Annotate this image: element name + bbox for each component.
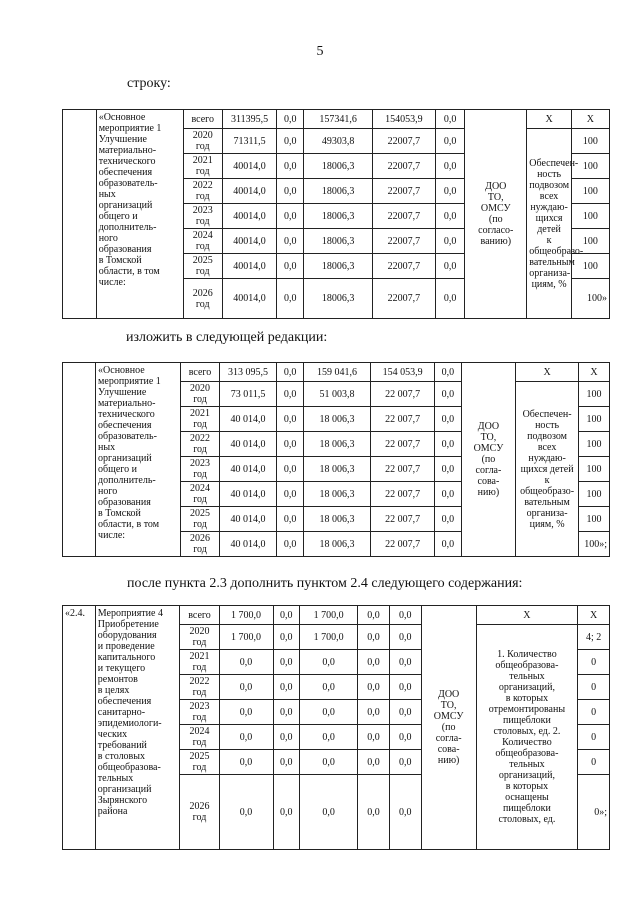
year-cell: 2020 год <box>181 382 219 407</box>
text-line: к <box>544 474 550 486</box>
text-line: «Основное <box>98 112 146 123</box>
text-line: циям, % <box>529 518 565 530</box>
target-indicator <box>527 129 584 319</box>
text-line: ОМСУ <box>433 711 464 722</box>
responsible-executor <box>421 606 476 850</box>
amount-regional: 49303,8 <box>304 129 373 154</box>
amount-other: 0,0 <box>435 204 464 229</box>
text-line: эпидемиологи- <box>97 718 162 729</box>
year-cell: 2024 год <box>181 482 219 507</box>
text-line: организа- <box>529 267 571 279</box>
amount-other: 0,0 <box>435 432 462 457</box>
amount-local: 0,0 <box>358 625 390 650</box>
text-line: общеобразова- <box>495 660 559 671</box>
amount-local: 22 007,7 <box>371 457 435 482</box>
text-line: ванию) <box>480 236 512 247</box>
amount-federal: 0,0 <box>277 407 304 432</box>
year-cell: 2022 год <box>183 179 222 204</box>
amount-regional: 1 700,0 <box>299 625 357 650</box>
text-line: пищеблоки <box>502 715 551 726</box>
amount-regional: 18006,3 <box>304 204 373 229</box>
amount-federal: 0,0 <box>273 725 299 750</box>
text-line: дополнитель- <box>98 222 157 233</box>
amount-federal: 0,0 <box>277 382 304 407</box>
text-line: 1. Количество <box>497 649 557 660</box>
amount-regional: 18006,3 <box>304 279 373 319</box>
text-line: пищеблоки <box>502 803 551 814</box>
value-cell: 100 <box>579 432 610 457</box>
text-line: всех <box>539 190 559 202</box>
value-cell: 0 <box>578 700 610 725</box>
text-line: согла- <box>475 465 502 476</box>
amount-local: 0,0 <box>358 725 390 750</box>
mid-text: изложить в следующей редакции: <box>126 330 328 345</box>
result-header-x: X <box>527 110 572 129</box>
text-line: обеспечения <box>98 167 153 178</box>
text-line: Количество <box>502 737 552 748</box>
amount-local: 0,0 <box>358 700 390 725</box>
text-line: ного <box>98 486 118 497</box>
amount-total: 40 014,0 <box>219 507 277 532</box>
amount-regional: 18006,3 <box>304 254 373 279</box>
amount-local: 22 007,7 <box>371 532 435 557</box>
text-line: тельных <box>509 671 545 682</box>
amount-federal: 0,0 <box>277 482 304 507</box>
text-line: общеобразова- <box>495 748 559 759</box>
amount-federal: 0,0 <box>277 432 304 457</box>
text-line: оснащены <box>505 792 549 803</box>
text-line: сова- <box>477 476 500 487</box>
text-line: (по <box>488 214 503 225</box>
year-cell: 2022 год <box>180 675 219 700</box>
amount-local: 22007,7 <box>372 204 435 229</box>
text-line: «Основное <box>98 365 145 376</box>
responsible-executor <box>465 110 527 319</box>
text-line: ного <box>98 233 118 244</box>
amount-federal: 0,0 <box>273 606 299 625</box>
text-line: ных <box>98 442 116 453</box>
text-line: района <box>97 806 128 817</box>
amount-total: 71311,5 <box>222 129 276 154</box>
year-cell: 2025 год <box>180 750 219 775</box>
text-line: организаций <box>98 453 152 464</box>
amount-other: 0,0 <box>389 606 421 625</box>
amount-federal: 0,0 <box>277 229 304 254</box>
text-line: вательным <box>524 496 570 508</box>
text-line: в которых <box>505 781 549 792</box>
value-cell: 0»; <box>578 775 610 850</box>
text-line: (по <box>441 722 456 733</box>
text-line: образователь- <box>98 431 157 442</box>
text-line: в столовых <box>97 751 145 762</box>
amount-total: 1 700,0 <box>219 606 273 625</box>
amount-regional: 18006,3 <box>304 154 373 179</box>
amount-total: 311395,5 <box>222 110 276 129</box>
text-line: числе: <box>98 277 126 288</box>
amount-federal: 0,0 <box>277 154 304 179</box>
year-cell: 2021 год <box>181 407 219 432</box>
value-cell: 100 <box>571 129 609 154</box>
text-line: ДОО <box>477 421 500 432</box>
amount-other: 0,0 <box>435 532 462 557</box>
item-number: «2.4. <box>63 606 96 850</box>
amount-local: 0,0 <box>358 650 390 675</box>
amount-total: 40014,0 <box>222 279 276 319</box>
year-cell: 2024 год <box>180 725 219 750</box>
amount-federal: 0,0 <box>273 700 299 725</box>
amount-other: 0,0 <box>435 279 464 319</box>
amount-federal: 0,0 <box>277 279 304 319</box>
text-line: области, в том <box>98 266 160 277</box>
text-line: ческих <box>97 729 128 740</box>
text-line: технического <box>98 409 155 420</box>
text-line: ДОО <box>485 181 507 192</box>
value-cell: X <box>571 110 609 129</box>
text-line: и текущего <box>97 663 146 674</box>
text-line: столовых, ед. 2. <box>493 726 561 737</box>
value-cell: 100 <box>571 179 609 204</box>
text-line: в которых <box>505 693 549 704</box>
measure-description <box>95 606 180 850</box>
year-cell: 2025 год <box>181 507 219 532</box>
text-line: мероприятие 1 <box>98 123 162 134</box>
amount-regional: 1 700,0 <box>299 606 357 625</box>
text-line: согласо- <box>478 225 514 236</box>
value-cell: 0 <box>578 650 610 675</box>
value-cell: 100»; <box>579 532 610 557</box>
text-line: капитального <box>97 652 156 663</box>
value-cell: 0 <box>578 725 610 750</box>
amount-other: 0,0 <box>435 507 462 532</box>
amount-regional: 18 006,3 <box>303 432 370 457</box>
table-new-wording <box>62 362 610 557</box>
value-cell: 0 <box>578 750 610 775</box>
amount-regional: 18 006,3 <box>303 482 370 507</box>
amount-other: 0,0 <box>389 775 421 850</box>
text-line: ОМСУ <box>473 443 504 454</box>
text-line: обеспечения <box>97 696 152 707</box>
year-cell: всего <box>181 363 219 382</box>
amount-regional: 18 006,3 <box>303 457 370 482</box>
amount-other: 0,0 <box>389 725 421 750</box>
amount-federal: 0,0 <box>277 179 304 204</box>
amount-local: 0,0 <box>358 675 390 700</box>
amount-regional: 18006,3 <box>304 229 373 254</box>
amount-other: 0,0 <box>435 482 462 507</box>
amount-regional: 157341,6 <box>304 110 373 129</box>
text-line: к <box>546 234 552 246</box>
text-line: общеобразо- <box>520 485 575 497</box>
text-line: в Томской <box>98 508 141 519</box>
text-line: требований <box>97 740 147 751</box>
text-line: нуждаю- <box>530 201 568 213</box>
text-line: щихся детей <box>520 463 574 475</box>
year-cell: 2020 год <box>183 129 222 154</box>
value-cell: 100 <box>579 457 610 482</box>
text-line: ремонтов <box>97 674 138 685</box>
amount-federal: 0,0 <box>277 110 304 129</box>
amount-regional: 0,0 <box>299 675 357 700</box>
text-line: щихся детей <box>535 212 563 235</box>
measure-description <box>96 363 181 557</box>
text-line: ТО, <box>480 432 497 443</box>
text-line: дополнитель- <box>98 475 156 486</box>
text-line: санитарно- <box>97 707 146 718</box>
value-cell: 100 <box>579 407 610 432</box>
amount-local: 0,0 <box>358 750 390 775</box>
amount-other: 0,0 <box>435 254 464 279</box>
amount-total: 0,0 <box>219 650 273 675</box>
text-line: образователь- <box>98 178 158 189</box>
amount-total: 0,0 <box>219 750 273 775</box>
value-cell: X <box>578 606 610 625</box>
text-line: (по <box>481 454 496 465</box>
amount-total: 0,0 <box>219 675 273 700</box>
text-line: Зырянского <box>97 795 148 806</box>
text-line: всех <box>537 441 557 453</box>
text-line: Обеспечен- <box>529 157 579 169</box>
table-num-cell <box>63 363 96 557</box>
text-line: образования <box>98 497 151 508</box>
amount-local: 22007,7 <box>372 279 435 319</box>
amount-total: 40014,0 <box>222 179 276 204</box>
text-line: общего и <box>98 211 138 222</box>
year-cell: 2021 год <box>180 650 219 675</box>
amount-other: 0,0 <box>389 700 421 725</box>
amount-total: 313 095,5 <box>219 363 277 382</box>
text-line: материально- <box>98 145 157 156</box>
amount-regional: 159 041,6 <box>303 363 370 382</box>
table-old-wording <box>62 109 610 319</box>
amount-local: 22 007,7 <box>371 382 435 407</box>
text-line: сова- <box>437 744 460 755</box>
amount-other: 0,0 <box>435 457 462 482</box>
amount-federal: 0,0 <box>277 254 304 279</box>
text-line: подвозом <box>527 430 567 442</box>
amount-local: 22007,7 <box>372 179 435 204</box>
measure-description <box>96 110 183 319</box>
amount-federal: 0,0 <box>273 650 299 675</box>
text-line: материально- <box>98 398 156 409</box>
amount-local: 22 007,7 <box>371 407 435 432</box>
value-cell: 0 <box>578 675 610 700</box>
text-line: организаций, <box>498 770 556 781</box>
amount-other: 0,0 <box>435 110 464 129</box>
amount-federal: 0,0 <box>277 363 304 382</box>
amount-other: 0,0 <box>435 129 464 154</box>
after-text: после пункта 2.3 дополнить пунктом 2.4 следующего содержания: <box>127 576 523 591</box>
amount-total: 40 014,0 <box>219 532 277 557</box>
responsible-executor <box>461 363 515 557</box>
text-line: Мероприятие 4 <box>97 608 163 619</box>
year-cell: 2026 год <box>181 532 219 557</box>
text-line: Обеспечен- <box>522 408 572 420</box>
amount-local: 22 007,7 <box>371 507 435 532</box>
intro-text: строку: <box>127 76 171 91</box>
text-line: нию) <box>477 487 500 498</box>
text-line: ность <box>535 419 560 431</box>
amount-local: 22 007,7 <box>371 432 435 457</box>
year-cell: 2023 год <box>181 457 219 482</box>
text-line: нуждаю- <box>528 452 566 464</box>
text-line: ТО, <box>440 700 457 711</box>
amount-other: 0,0 <box>435 363 462 382</box>
amount-total: 40 014,0 <box>219 482 277 507</box>
year-cell: 2026 год <box>183 279 222 319</box>
text-line: столовых, ед. <box>498 814 556 825</box>
text-line: области, в том <box>98 519 160 530</box>
amount-other: 0,0 <box>389 750 421 775</box>
amount-other: 0,0 <box>435 382 462 407</box>
amount-regional: 0,0 <box>299 725 357 750</box>
text-line: Улучшение <box>98 134 147 145</box>
year-cell: 2025 год <box>183 254 222 279</box>
year-cell: 2020 год <box>180 625 219 650</box>
value-cell: 4; 2 <box>578 625 610 650</box>
amount-other: 0,0 <box>435 407 462 432</box>
value-cell: 100 <box>571 229 609 254</box>
value-cell: 100» <box>571 279 609 319</box>
text-line: числе: <box>98 530 126 541</box>
text-line: ТО, <box>487 192 504 203</box>
text-line: организаций, <box>498 682 556 693</box>
amount-federal: 0,0 <box>273 625 299 650</box>
year-cell: 2023 год <box>183 204 222 229</box>
text-line: ДОО <box>438 689 460 700</box>
amount-local: 154053,9 <box>372 110 435 129</box>
amount-federal: 0,0 <box>277 507 304 532</box>
amount-federal: 0,0 <box>277 457 304 482</box>
year-cell: всего <box>183 110 222 129</box>
text-line: вательным <box>529 256 575 268</box>
text-line: образования <box>98 244 152 255</box>
amount-local: 22007,7 <box>372 254 435 279</box>
text-line: общеобразо- <box>529 245 584 257</box>
amount-total: 0,0 <box>219 725 273 750</box>
text-line: мероприятие 1 <box>98 376 161 387</box>
text-line: в целях <box>97 685 130 696</box>
amount-federal: 0,0 <box>273 750 299 775</box>
amount-regional: 0,0 <box>299 750 357 775</box>
amount-local: 22007,7 <box>372 229 435 254</box>
text-line: Приобретение <box>97 619 159 630</box>
amount-other: 0,0 <box>389 675 421 700</box>
text-line: общего и <box>98 464 137 475</box>
amount-regional: 18 006,3 <box>303 407 370 432</box>
amount-total: 40 014,0 <box>219 432 277 457</box>
year-cell: 2024 год <box>183 229 222 254</box>
value-cell: 100 <box>579 507 610 532</box>
amount-total: 73 011,5 <box>219 382 277 407</box>
value-cell: 100 <box>579 382 610 407</box>
amount-total: 40014,0 <box>222 204 276 229</box>
target-indicator <box>476 625 578 850</box>
amount-other: 0,0 <box>435 229 464 254</box>
text-line: тельных <box>97 773 134 784</box>
amount-other: 0,0 <box>389 650 421 675</box>
amount-other: 0,0 <box>435 179 464 204</box>
text-line: ОМСУ <box>480 203 511 214</box>
year-cell: всего <box>180 606 219 625</box>
amount-local: 22007,7 <box>372 154 435 179</box>
amount-total: 40014,0 <box>222 254 276 279</box>
year-cell: 2021 год <box>183 154 222 179</box>
text-line: организа- <box>526 507 568 519</box>
amount-federal: 0,0 <box>277 204 304 229</box>
amount-regional: 0,0 <box>299 650 357 675</box>
text-line: ных <box>98 189 116 200</box>
table-num-cell <box>63 110 97 319</box>
text-line: нию) <box>437 755 460 766</box>
value-cell: 100 <box>571 204 609 229</box>
amount-regional: 18 006,3 <box>303 507 370 532</box>
amount-total: 40014,0 <box>222 154 276 179</box>
result-header-x: X <box>476 606 578 625</box>
value-cell: 100 <box>579 482 610 507</box>
text-line: и проведение <box>97 641 155 652</box>
text-line: оборудования <box>97 630 157 641</box>
result-header-x: X <box>516 363 579 382</box>
text-line: подвозом <box>529 179 570 191</box>
amount-local: 22 007,7 <box>371 482 435 507</box>
amount-regional: 18006,3 <box>304 179 373 204</box>
amount-federal: 0,0 <box>277 129 304 154</box>
value-cell: X <box>579 363 610 382</box>
text-line: общеобразова- <box>97 762 161 773</box>
text-line: в Томской <box>98 255 142 266</box>
amount-regional: 18 006,3 <box>303 532 370 557</box>
amount-local: 22007,7 <box>372 129 435 154</box>
amount-local: 0,0 <box>358 606 390 625</box>
amount-total: 0,0 <box>219 775 273 850</box>
text-line: организаций <box>97 784 152 795</box>
amount-regional: 0,0 <box>299 700 357 725</box>
text-line: отремонтированы <box>488 704 566 715</box>
text-line: тельных <box>509 759 545 770</box>
amount-federal: 0,0 <box>277 532 304 557</box>
text-line: ность <box>537 168 562 180</box>
year-cell: 2026 год <box>180 775 219 850</box>
amount-total: 1 700,0 <box>219 625 273 650</box>
amount-total: 40 014,0 <box>219 407 277 432</box>
amount-total: 40 014,0 <box>219 457 277 482</box>
year-cell: 2022 год <box>181 432 219 457</box>
amount-total: 0,0 <box>219 700 273 725</box>
amount-regional: 51 003,8 <box>303 382 370 407</box>
table-new-item-2-4 <box>62 605 610 850</box>
year-cell: 2023 год <box>180 700 219 725</box>
amount-local: 154 053,9 <box>371 363 435 382</box>
target-indicator <box>516 382 579 557</box>
value-cell: 100 <box>571 254 609 279</box>
amount-federal: 0,0 <box>273 775 299 850</box>
text-line: Улучшение <box>98 387 147 398</box>
text-line: согла- <box>435 733 462 744</box>
amount-total: 40014,0 <box>222 229 276 254</box>
amount-other: 0,0 <box>435 154 464 179</box>
amount-other: 0,0 <box>389 625 421 650</box>
text-line: обеспечения <box>98 420 152 431</box>
text-line: циям, % <box>531 278 567 290</box>
text-line: организаций <box>98 200 153 211</box>
page-number: 5 <box>316 44 324 59</box>
value-cell: 100 <box>571 154 609 179</box>
amount-federal: 0,0 <box>273 675 299 700</box>
amount-regional: 0,0 <box>299 775 357 850</box>
amount-local: 0,0 <box>358 775 390 850</box>
text-line: технического <box>98 156 156 167</box>
